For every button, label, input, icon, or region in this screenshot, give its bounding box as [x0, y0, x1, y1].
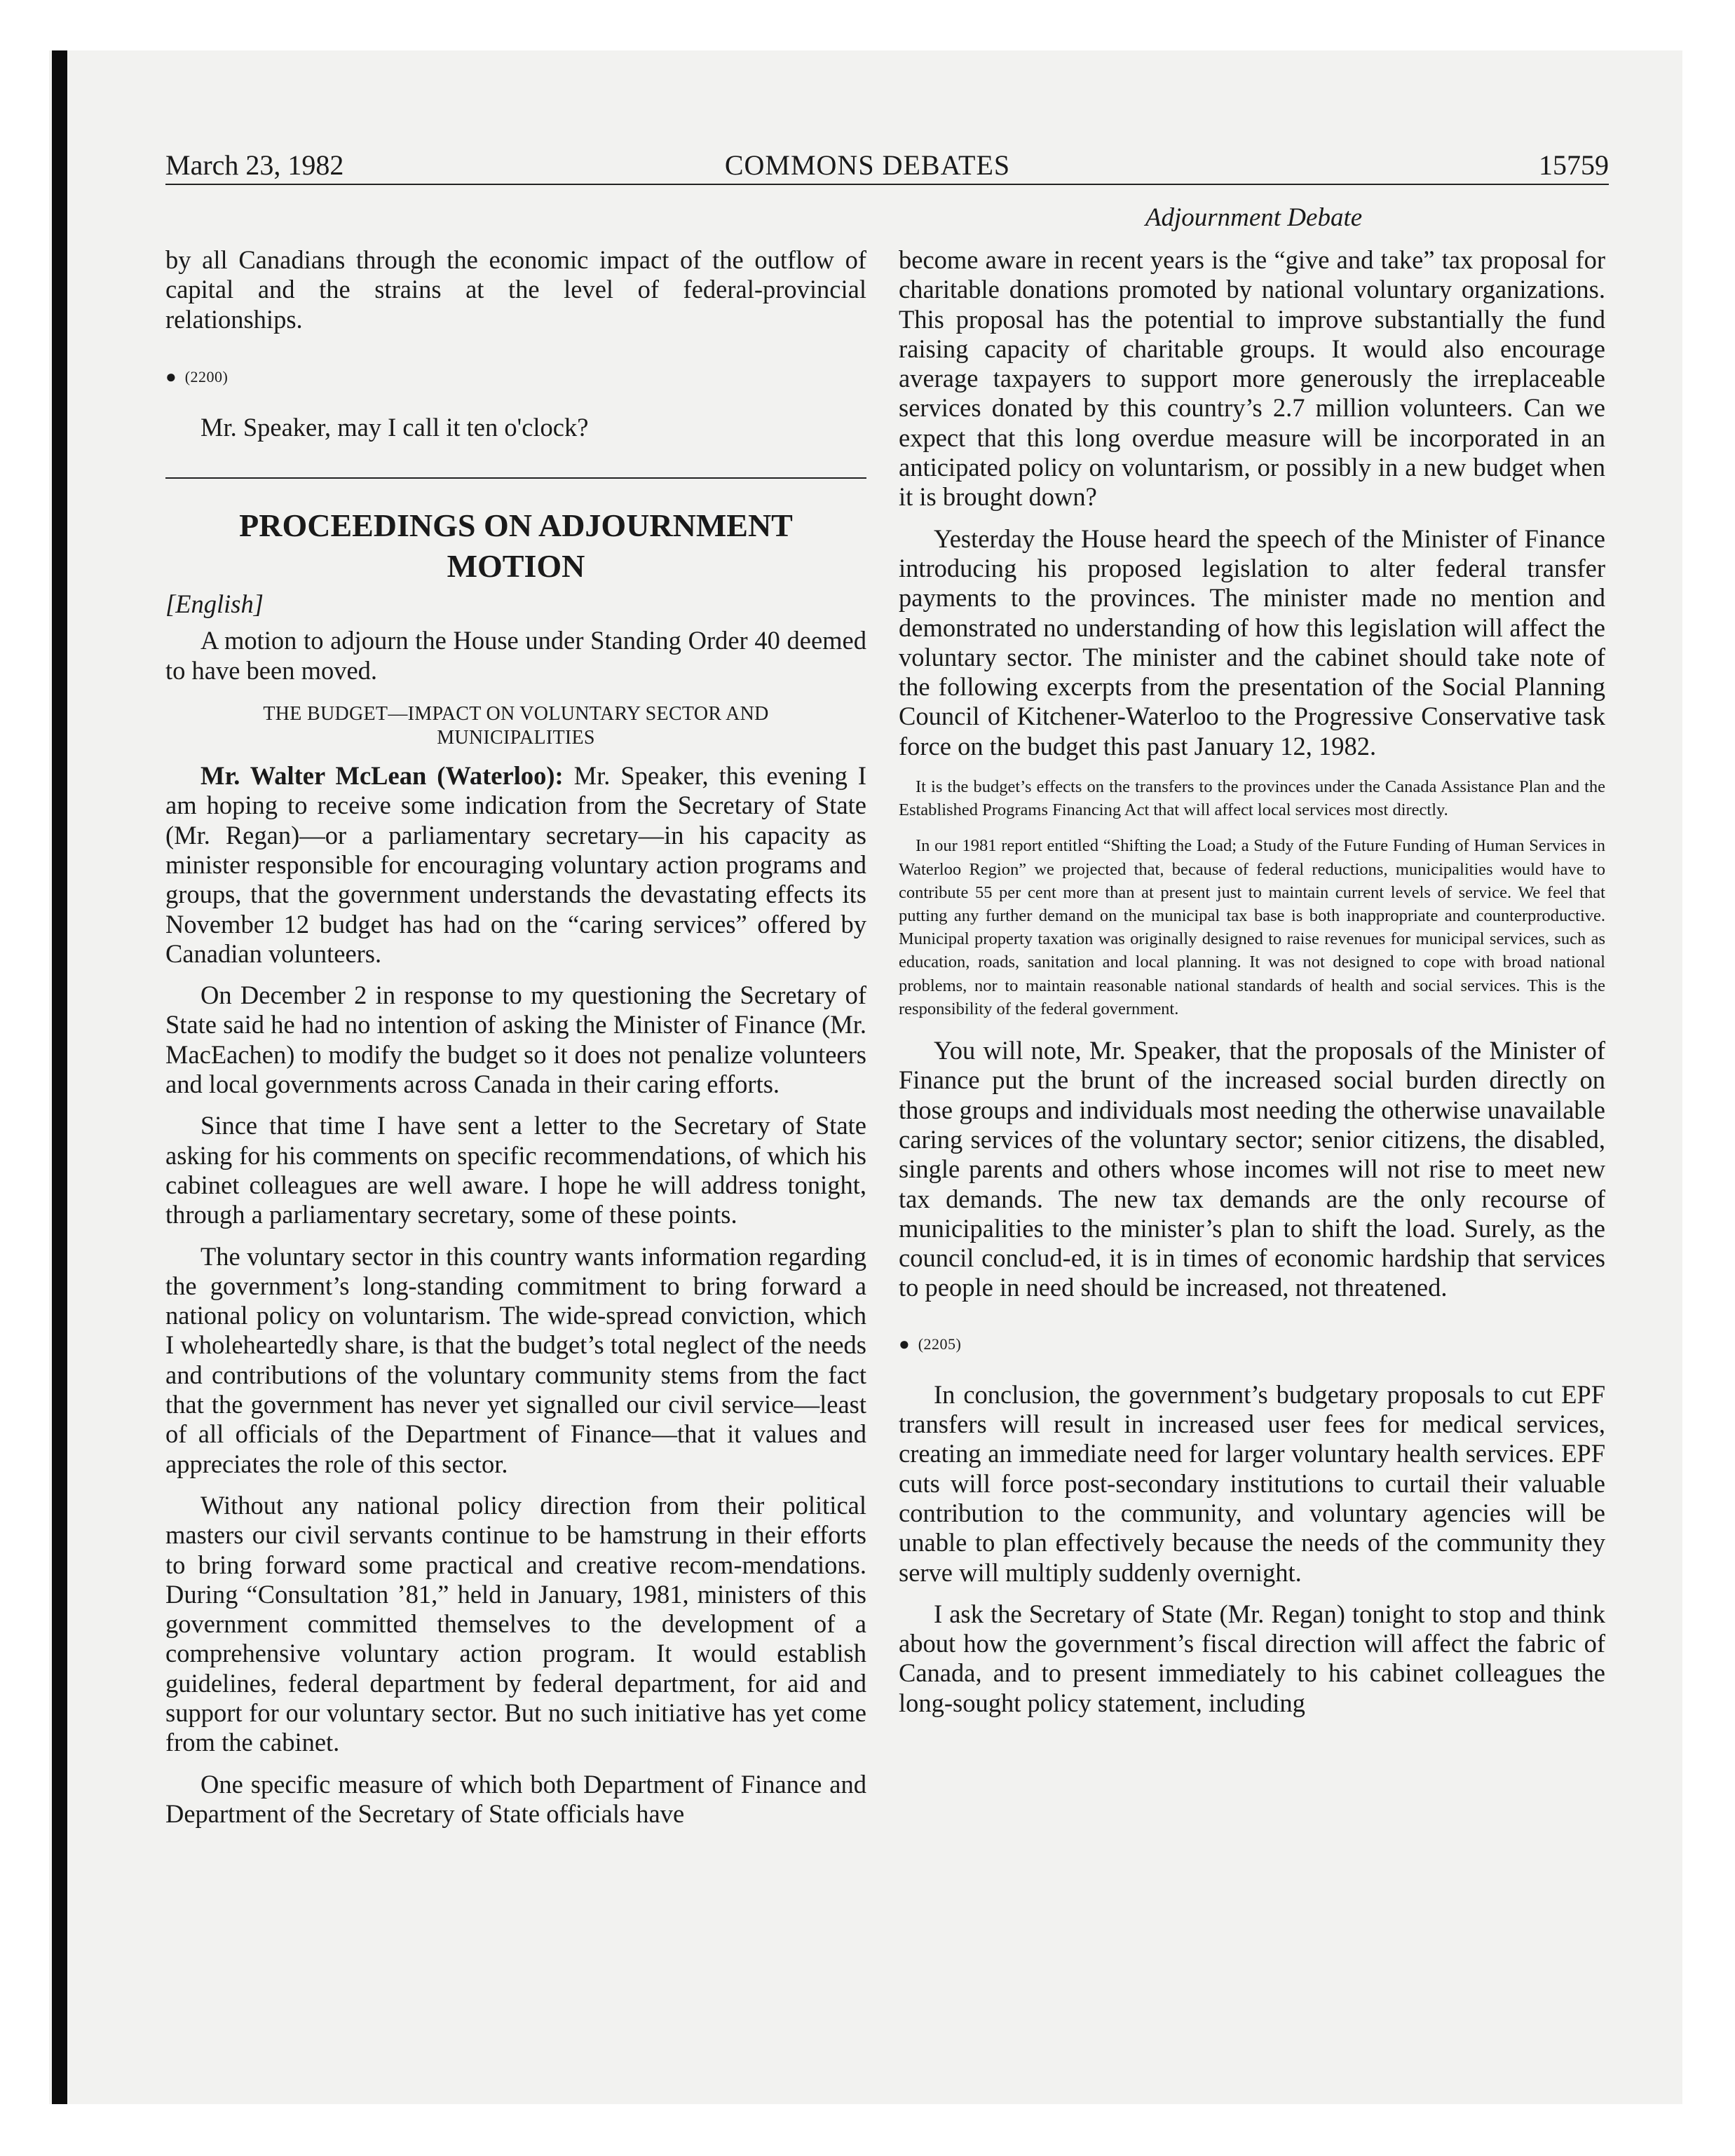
bullet-icon-2: ● — [899, 1333, 910, 1354]
paragraph-one-measure: One specific measure of which both Department of Finance and Department of the Secretary of State officials have — [165, 1769, 866, 1828]
left-column — [165, 245, 866, 1829]
time-stamp: (2200) — [184, 367, 229, 386]
subheading-line-2: MUNICIPALITIES — [437, 727, 595, 749]
paragraph-conclusion: In conclusion, the government’s budgetary proposals to cut EPF transfers will result in increased user fees for medical services, creating an immediate need for larger voluntary health services. EPF cuts will force post-secondary institutions to curtail their valuable contribution to the community, and voluntary agencies will be unable to plan effectively because the needs of the community they serve will multiply suddenly overnight. — [899, 1379, 1605, 1587]
quote-1: It is the budget’s effects on the transfers to the provinces under the Canada Assistance Plan and the Established Programs Financing Act that will affect local services most directly. — [899, 777, 1605, 820]
subheading — [165, 702, 866, 750]
paragraph-voluntary: The voluntary sector in this country wants information regarding the government’s long-standing commitment to bring forward a national policy on voluntarism. The wide-spread conviction, which I wholeheartedly share, is that the budget’s total neglect of the needs and contributions of the voluntary community stems from the fact that the government has never yet signalled our civil service—least of all officials of the Department of Finance—that it values and appreciates the role of this sector. — [165, 1241, 866, 1478]
bullet-icon: ● — [165, 366, 177, 387]
section-title-line-1: PROCEEDINGS ON ADJOURNMENT — [239, 507, 793, 544]
paragraph-december: On December 2 in response to my questioning the Secretary of State said he had no intention of asking the Minister of Finance (Mr. MacEachen) to modify the budget so it does not penalize volunteers and local governments across Canada in their caring efforts. — [165, 981, 866, 1099]
paragraph-intro: by all Canadians through the economic impact of the outflow of capital and the strains at the level of federal-provincial relationships. — [165, 245, 866, 334]
paragraph-since: Since that time I have sent a letter to the Secretary of State asking for his comments on specific recommendations, of which his cabinet colleagues are well aware. I hope he will address tonight, through a parliamentary secretary, some of these points. — [165, 1111, 866, 1229]
header-rule — [165, 184, 1609, 185]
speaker-name: Mr. Walter McLean (Waterloo): — [200, 761, 564, 791]
header-title: COMMONS DEBATES — [724, 149, 1011, 181]
header-date: March 23, 1982 — [165, 149, 344, 181]
time-marker-2 — [899, 1334, 1605, 1355]
running-head: Adjournment Debate — [1145, 203, 1363, 232]
paragraph-you-will-note: You will note, Mr. Speaker, that the proposals of the Minister of Finance put the brunt of the increased social burden directly on those groups and individuals most needing the otherwise unavailable caring services of the voluntary sector; senior citizens, the disabled, single parents and others whose incomes will not rise to meet new tax demands. The new tax demands are the only recourse of municipalities to the minister’s plan to shift the load. Surely, as the council conclud-ed, it is in times of economic hardship that services to people in need should be increased, not threatened. — [899, 1036, 1605, 1302]
time-marker — [165, 367, 866, 388]
paragraph-become: become aware in recent years is the “give and take” tax proposal for charitable donations promoted by national voluntary organizations. This proposal has the potential to improve substantially the fund raising capacity of charitable groups. It would also encourage average taxpayers to support more generously the irreplaceable services donated by this country’s 2.7 million volunteers. Can we expect that this long overdue measure will be incorporated in an anticipated policy on voluntarism, or possibly in a new budget when it is brought down? — [899, 245, 1605, 512]
paragraph-motion: A motion to adjourn the House under Standing Order 40 deemed to have been moved. — [165, 626, 866, 685]
header-page-number: 15759 — [1539, 149, 1609, 181]
scan-edge-bar — [52, 50, 67, 2104]
paragraph-yesterday: Yesterday the House heard the speech of the Minister of Finance introducing his proposed legislation to alter federal transfer payments to the provinces. The minister made no mention and demonstrated no understanding of how this legislation will affect the voluntary sector. The minister and the cabinet should take note of the following excerpts from the presentation of the Social Planning Council of Kitchener-Waterloo to the Progressive Conservative task force on the budget this past January 12, 1982. — [899, 524, 1605, 760]
section-divider — [165, 477, 866, 479]
paragraph-ask: I ask the Secretary of State (Mr. Regan) tonight to stop and think about how the government’s fiscal direction will affect the fabric of Canada, and to present immediately to his cabinet colleagues the long-sought policy statement, including — [899, 1599, 1605, 1717]
subheading-line-1: THE BUDGET—IMPACT ON VOLUNTARY SECTOR AND — [263, 703, 769, 725]
right-column — [899, 245, 1605, 1718]
speech-text: Mr. Speaker, this evening I am hoping to receive some indication from the Secretary of State (Mr. Regan)—or a parliamentary secretary—in his capacity as minister responsible for encouraging voluntary action programs and groups, that the government understands the devastating effects its November 12 budget has had on the “caring services” offered by Canadian volunteers. — [165, 761, 867, 968]
paragraph-mclean — [165, 761, 866, 969]
section-title — [165, 505, 866, 587]
time-stamp-2: (2205) — [918, 1335, 962, 1353]
paragraph-without: Without any national policy direction from their political masters our civil servants continue to be hamstrung in their efforts to bring forward some practical and creative recom-mendations. During “Consultation ’81,” held in January, 1981, ministers of this government committed themselves to the development of a comprehensive voluntary action program. It would establish guidelines, federal department by federal department, for aid and support for our voluntary sector. But no such initiative has yet come from the cabinet. — [165, 1490, 866, 1757]
paragraph-ten-oclock: Mr. Speaker, may I call it ten o'clock? — [200, 412, 589, 442]
language-tag: [English] — [165, 589, 264, 619]
quote-2: In our 1981 report entitled “Shifting the Load; a Study of the Future Funding of Human Services in Waterloo Region” we projected that, because of federal reductions, municipalities would have to contribute 55 per cent more than at present just to maintain current levels of service. We feel that putting any further demand on the municipal tax base is both inappropriate and counterproductive. Municipal property taxation was originally designed to raise revenues for municipal services, such as education, roads, sanitation and local planning. It was not designed to cope with broad national problems, nor to maintain reasonable national standards of health and social services. This is the responsibility of the federal government. — [899, 836, 1605, 1018]
section-title-line-2: MOTION — [447, 548, 585, 585]
